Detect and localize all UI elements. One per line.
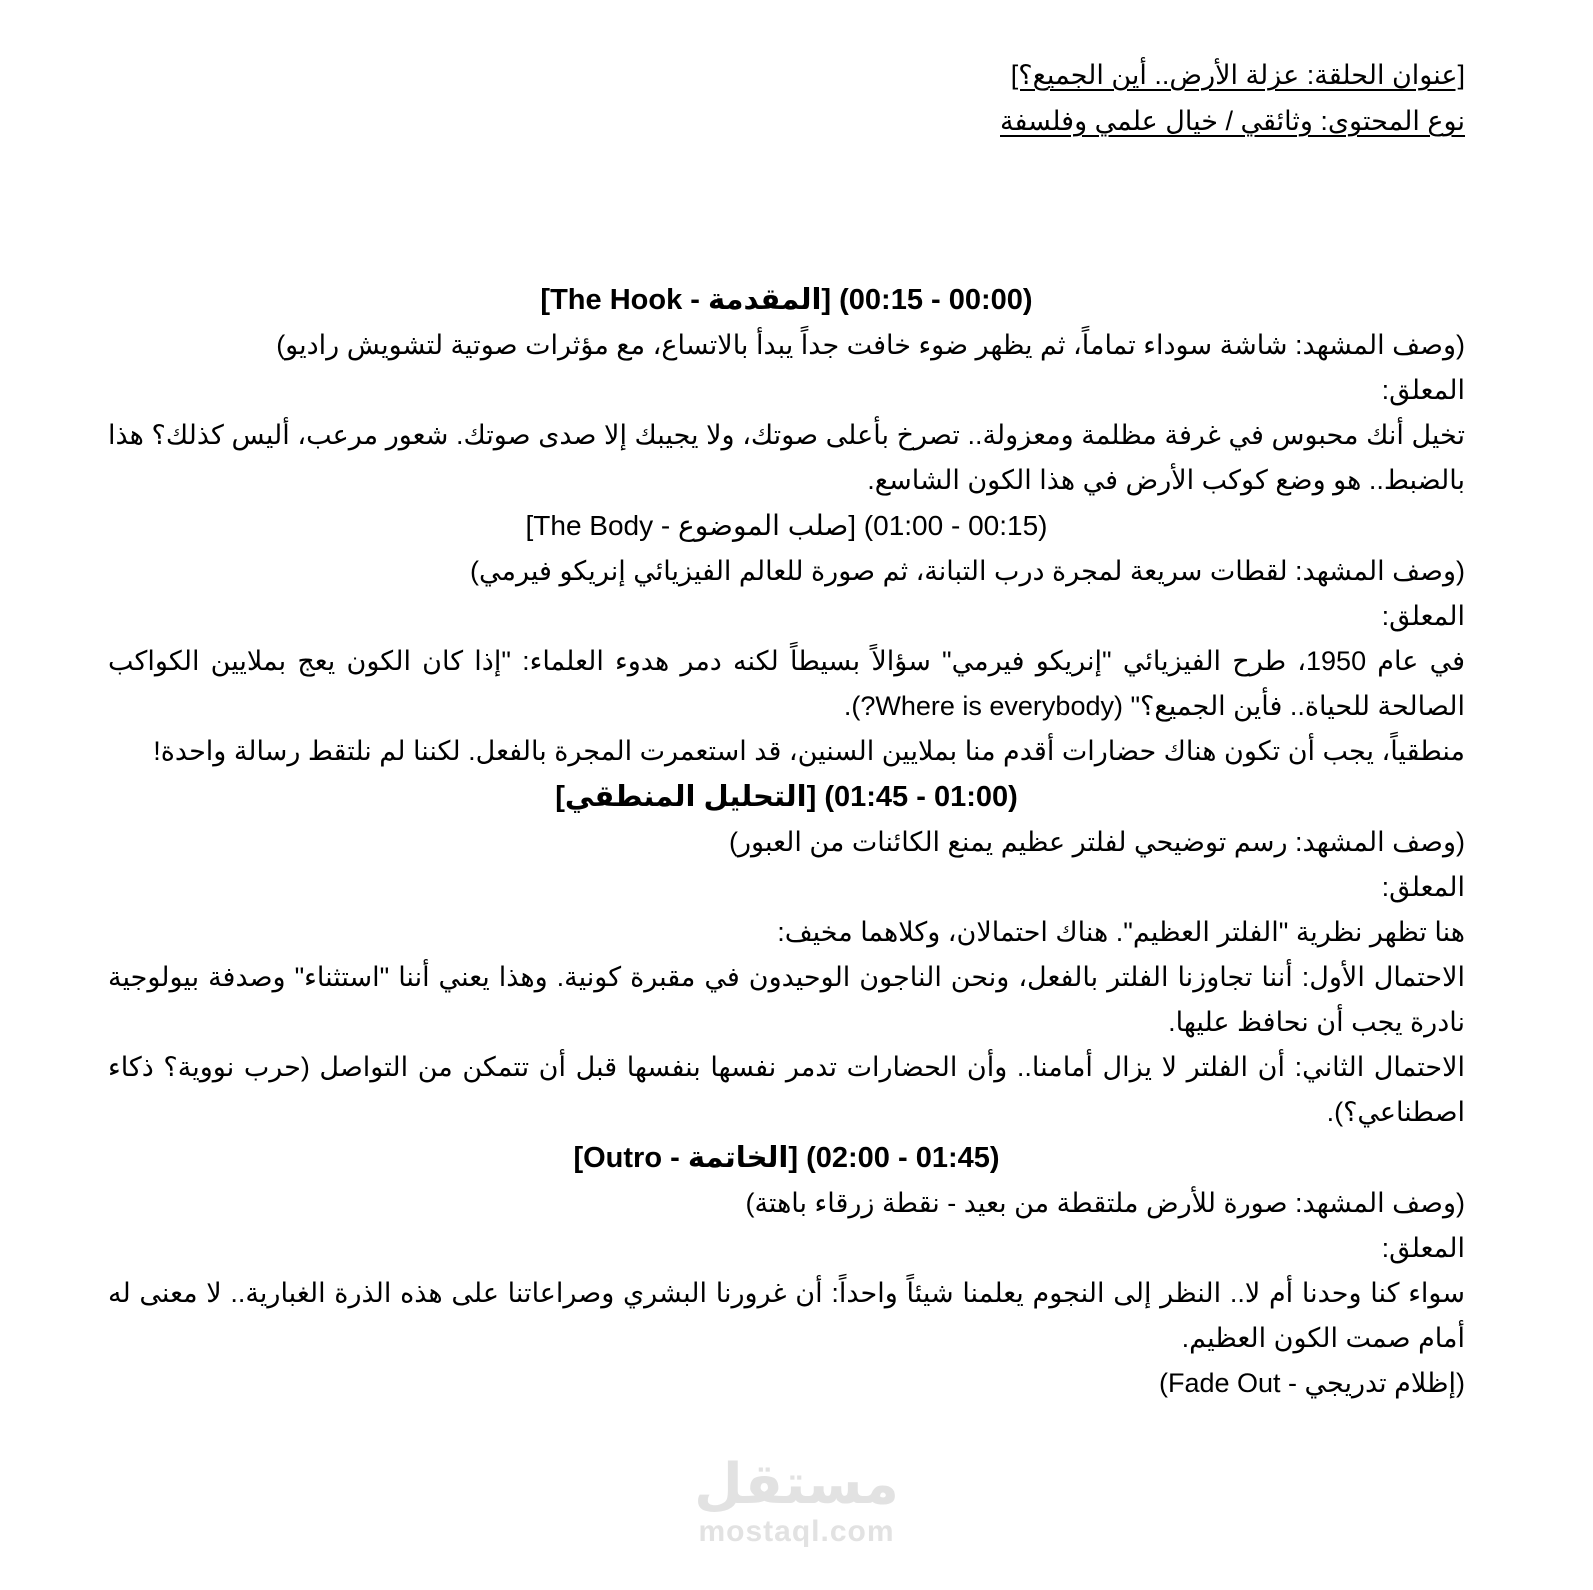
content-type: نوع المحتوى: وثائقي / خيال علمي وفلسفة [1000, 106, 1465, 136]
section-heading: (00:00 - 00:15) [المقدمة - The Hook] [540, 284, 1033, 316]
section-outro [108, 1135, 1465, 1406]
scene-description: (وصف المشهد: صورة للأرض ملتقطة من بعيد - نقطة زرقاء باهتة) [745, 1188, 1465, 1218]
fade-out-direction: (إظلام تدريجي - Fade Out) [1158, 1368, 1465, 1398]
section-heading: (01:45 - 02:00) [الخاتمة - Outro] [573, 1142, 1000, 1174]
episode-title: [عنوان الحلقة: عزلة الأرض.. أين الجميع؟] [1010, 60, 1465, 90]
watermark-logo-icon: مستقل [694, 1452, 899, 1517]
scene-description: (وصف المشهد: لقطات سريعة لمجرة درب التبانة، ثم صورة للعالم الفيزيائي إنريكو فيرمي) [470, 556, 1465, 586]
narrator-label: المعلق: [1381, 375, 1465, 405]
narration-paragraph: هنا تظهر نظرية "الفلتر العظيم". هناك احتمالان، وكلاهما مخيف: [777, 917, 1465, 947]
scene-description: (وصف المشهد: رسم توضيحي لفلتر عظيم يمنع الكائنات من العبور) [728, 827, 1465, 857]
watermark [0, 1452, 1593, 1549]
narrator-label: المعلق: [1381, 601, 1465, 631]
narration-paragraph: الاحتمال الثاني: أن الفلتر لا يزال أمامنا.. وأن الحضارات تدمر نفسها بنفسها قبل أن تتمكن من التواصل (حرب نووية؟ ذكاء اصطناعي؟). [108, 1052, 1465, 1127]
narration-paragraph: الاحتمال الأول: أننا تجاوزنا الفلتر بالفعل، ونحن الناجون الوحيدون في مقبرة كونية. وهذا يعني أننا "استثناء" وصدفة بيولوجية نادرة يجب أن نحافظ عليها. [108, 962, 1465, 1037]
section-hook [108, 277, 1465, 503]
narration-paragraph: منطقياً، يجب أن تكون هناك حضارات أقدم منا بملايين السنين، قد استعمرت المجرة بالفعل. لكننا لم نلتقط رسالة واحدة! [153, 736, 1465, 766]
narration-paragraph: سواء كنا وحدنا أم لا.. النظر إلى النجوم يعلمنا شيئاً واحداً: أن غرورنا البشري وصراعاتنا على هذه الذرة الغبارية.. لا معنى له أمام صمت الكون العظيم. [108, 1278, 1465, 1353]
watermark-url: mostaql.com [698, 1515, 895, 1548]
narrator-label: المعلق: [1381, 1233, 1465, 1263]
narration-paragraph: تخيل أنك محبوس في غرفة مظلمة ومعزولة.. تصرخ بأعلى صوتك، ولا يجيبك إلا صدى صوتك. شعور مرعب، أليس كذلك؟ هذا بالضبط.. هو وضع كوكب الأرض في هذا الكون الشاسع. [108, 420, 1465, 495]
scene-description: (وصف المشهد: شاشة سوداء تماماً، ثم يظهر ضوء خافت جداً يبدأ بالاتساع، مع مؤثرات صوتية لتشويش راديو) [276, 330, 1465, 360]
script-body [108, 277, 1465, 1406]
section-heading: (01:00 - 01:45) [التحليل المنطقي] [555, 781, 1018, 813]
section-body [108, 503, 1465, 774]
section-analysis [108, 774, 1465, 1135]
document-meta [108, 52, 1465, 144]
narration-paragraph: في عام 1950، طرح الفيزيائي "إنريكو فيرمي" سؤالاً بسيطاً لكنه دمر هدوء العلماء: "إذا كان الكون يعج بملايين الكواكب الصالحة للحياة.. فأين الجميع؟" (Where is everybody?). [108, 646, 1465, 721]
section-heading: (00:15 - 01:00) [صلب الموضوع - The Body] [525, 510, 1048, 541]
narrator-label: المعلق: [1381, 872, 1465, 902]
